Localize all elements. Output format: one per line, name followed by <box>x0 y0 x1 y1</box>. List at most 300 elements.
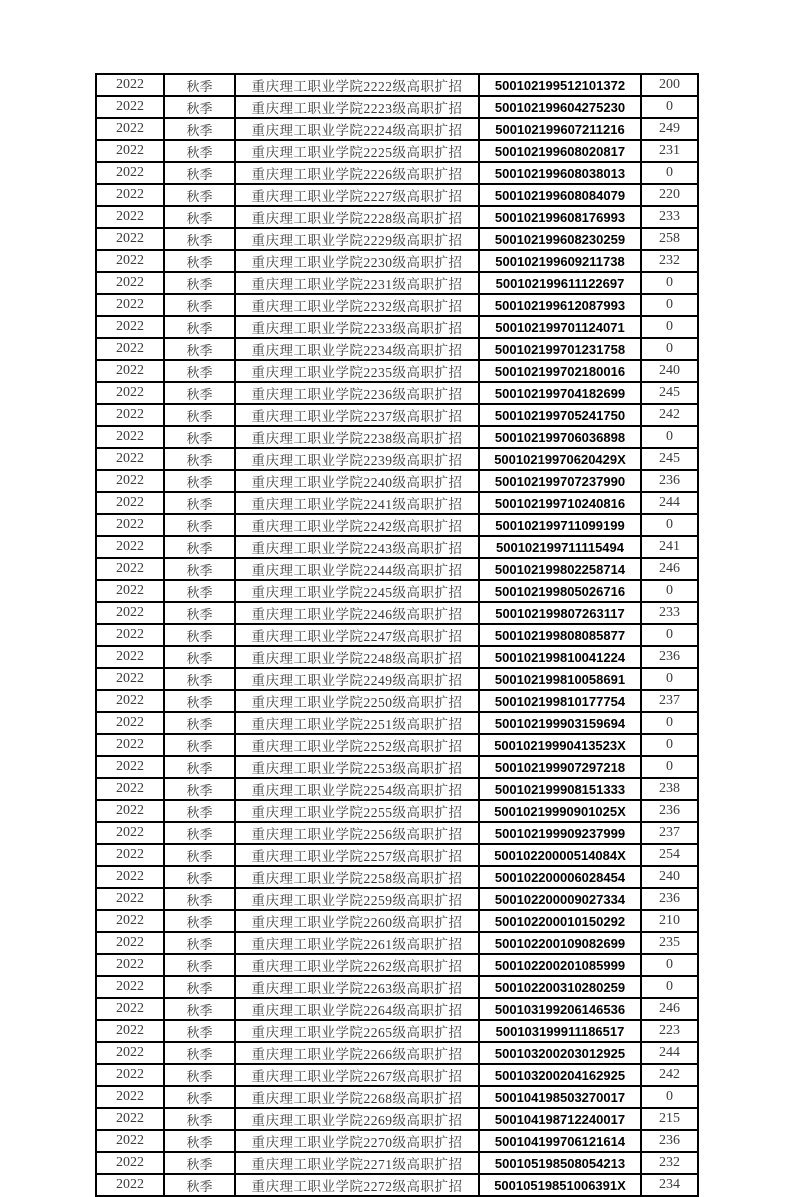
id-number-cell: 500102199604275230 <box>479 96 641 118</box>
year-cell: 2022 <box>96 822 164 844</box>
score-cell: 236 <box>641 800 698 822</box>
year-cell: 2022 <box>96 536 164 558</box>
id-number-cell: 500102199707237990 <box>479 470 641 492</box>
id-number-cell: 500102199702180016 <box>479 360 641 382</box>
score-cell: 241 <box>641 536 698 558</box>
class-name-cell: 重庆理工职业学院2228级高职扩招 <box>235 206 479 228</box>
table-row <box>96 74 698 96</box>
score-cell: 236 <box>641 646 698 668</box>
id-number-cell: 500102199608084079 <box>479 184 641 206</box>
season-cell: 秋季 <box>164 74 235 96</box>
table-row <box>96 580 698 602</box>
id-number-cell: 500102200009027334 <box>479 888 641 910</box>
table-row <box>96 734 698 756</box>
class-name-cell: 重庆理工职业学院2269级高职扩招 <box>235 1108 479 1130</box>
year-cell: 2022 <box>96 74 164 96</box>
score-cell: 0 <box>641 1086 698 1108</box>
score-table-body <box>96 74 698 1196</box>
year-cell: 2022 <box>96 1086 164 1108</box>
score-cell: 0 <box>641 712 698 734</box>
class-name-cell: 重庆理工职业学院2262级高职扩招 <box>235 954 479 976</box>
class-name-cell: 重庆理工职业学院2256级高职扩招 <box>235 822 479 844</box>
table-row <box>96 1108 698 1130</box>
season-cell: 秋季 <box>164 800 235 822</box>
season-cell: 秋季 <box>164 294 235 316</box>
table-row <box>96 426 698 448</box>
id-number-cell: 500102199810041224 <box>479 646 641 668</box>
class-name-cell: 重庆理工职业学院2254级高职扩招 <box>235 778 479 800</box>
year-cell: 2022 <box>96 1130 164 1152</box>
class-name-cell: 重庆理工职业学院2272级高职扩招 <box>235 1174 479 1196</box>
season-cell: 秋季 <box>164 998 235 1020</box>
year-cell: 2022 <box>96 140 164 162</box>
season-cell: 秋季 <box>164 118 235 140</box>
class-name-cell: 重庆理工职业学院2268级高职扩招 <box>235 1086 479 1108</box>
id-number-cell: 50010219990413523X <box>479 734 641 756</box>
table-row <box>96 470 698 492</box>
class-name-cell: 重庆理工职业学院2226级高职扩招 <box>235 162 479 184</box>
class-name-cell: 重庆理工职业学院2252级高职扩招 <box>235 734 479 756</box>
score-cell: 236 <box>641 470 698 492</box>
season-cell: 秋季 <box>164 492 235 514</box>
year-cell: 2022 <box>96 184 164 206</box>
id-number-cell: 500102200010150292 <box>479 910 641 932</box>
table-row <box>96 1086 698 1108</box>
id-number-cell: 500103199206146536 <box>479 998 641 1020</box>
id-number-cell: 500102199903159694 <box>479 712 641 734</box>
table-row <box>96 1042 698 1064</box>
season-cell: 秋季 <box>164 712 235 734</box>
table-row <box>96 1020 698 1042</box>
table-row <box>96 96 698 118</box>
table-row <box>96 778 698 800</box>
table-row <box>96 888 698 910</box>
year-cell: 2022 <box>96 778 164 800</box>
season-cell: 秋季 <box>164 822 235 844</box>
year-cell: 2022 <box>96 756 164 778</box>
id-number-cell: 500102200310280259 <box>479 976 641 998</box>
table-row <box>96 206 698 228</box>
score-cell: 223 <box>641 1020 698 1042</box>
season-cell: 秋季 <box>164 778 235 800</box>
season-cell: 秋季 <box>164 1130 235 1152</box>
year-cell: 2022 <box>96 1020 164 1042</box>
id-number-cell: 50010220000514084X <box>479 844 641 866</box>
year-cell: 2022 <box>96 118 164 140</box>
season-cell: 秋季 <box>164 448 235 470</box>
id-number-cell: 500102199701124071 <box>479 316 641 338</box>
season-cell: 秋季 <box>164 558 235 580</box>
score-cell: 0 <box>641 976 698 998</box>
score-cell: 244 <box>641 492 698 514</box>
score-cell: 232 <box>641 1152 698 1174</box>
score-cell: 0 <box>641 316 698 338</box>
score-cell: 237 <box>641 690 698 712</box>
year-cell: 2022 <box>96 96 164 118</box>
class-name-cell: 重庆理工职业学院2227级高职扩招 <box>235 184 479 206</box>
score-cell: 215 <box>641 1108 698 1130</box>
id-number-cell: 500102199609211738 <box>479 250 641 272</box>
score-cell: 233 <box>641 206 698 228</box>
id-number-cell: 500102199711099199 <box>479 514 641 536</box>
year-cell: 2022 <box>96 492 164 514</box>
id-number-cell: 500102199608230259 <box>479 228 641 250</box>
year-cell: 2022 <box>96 1064 164 1086</box>
year-cell: 2022 <box>96 250 164 272</box>
class-name-cell: 重庆理工职业学院2270级高职扩招 <box>235 1130 479 1152</box>
score-cell: 233 <box>641 602 698 624</box>
table-row <box>96 1174 698 1196</box>
class-name-cell: 重庆理工职业学院2236级高职扩招 <box>235 382 479 404</box>
year-cell: 2022 <box>96 404 164 426</box>
table-row <box>96 998 698 1020</box>
class-name-cell: 重庆理工职业学院2271级高职扩招 <box>235 1152 479 1174</box>
season-cell: 秋季 <box>164 954 235 976</box>
id-number-cell: 500102199608038013 <box>479 162 641 184</box>
id-number-cell: 50010219990901025X <box>479 800 641 822</box>
table-row <box>96 976 698 998</box>
season-cell: 秋季 <box>164 162 235 184</box>
score-cell: 231 <box>641 140 698 162</box>
score-cell: 246 <box>641 998 698 1020</box>
score-cell: 0 <box>641 96 698 118</box>
year-cell: 2022 <box>96 866 164 888</box>
season-cell: 秋季 <box>164 580 235 602</box>
table-row <box>96 382 698 404</box>
season-cell: 秋季 <box>164 228 235 250</box>
score-cell: 237 <box>641 822 698 844</box>
class-name-cell: 重庆理工职业学院2223级高职扩招 <box>235 96 479 118</box>
year-cell: 2022 <box>96 624 164 646</box>
year-cell: 2022 <box>96 1042 164 1064</box>
class-name-cell: 重庆理工职业学院2245级高职扩招 <box>235 580 479 602</box>
table-row <box>96 492 698 514</box>
class-name-cell: 重庆理工职业学院2246级高职扩招 <box>235 602 479 624</box>
score-cell: 240 <box>641 360 698 382</box>
table-row <box>96 162 698 184</box>
table-row <box>96 536 698 558</box>
class-name-cell: 重庆理工职业学院2234级高职扩招 <box>235 338 479 360</box>
score-cell: 245 <box>641 382 698 404</box>
table-row <box>96 1152 698 1174</box>
season-cell: 秋季 <box>164 272 235 294</box>
year-cell: 2022 <box>96 448 164 470</box>
class-name-cell: 重庆理工职业学院2235级高职扩招 <box>235 360 479 382</box>
id-number-cell: 500102199608176993 <box>479 206 641 228</box>
id-number-cell: 500102199612087993 <box>479 294 641 316</box>
class-name-cell: 重庆理工职业学院2247级高职扩招 <box>235 624 479 646</box>
score-cell: 245 <box>641 448 698 470</box>
score-cell: 258 <box>641 228 698 250</box>
score-cell: 242 <box>641 404 698 426</box>
class-name-cell: 重庆理工职业学院2229级高职扩招 <box>235 228 479 250</box>
class-name-cell: 重庆理工职业学院2233级高职扩招 <box>235 316 479 338</box>
table-row <box>96 624 698 646</box>
year-cell: 2022 <box>96 954 164 976</box>
id-number-cell: 500102199807263117 <box>479 602 641 624</box>
class-name-cell: 重庆理工职业学院2224级高职扩招 <box>235 118 479 140</box>
season-cell: 秋季 <box>164 756 235 778</box>
class-name-cell: 重庆理工职业学院2264级高职扩招 <box>235 998 479 1020</box>
class-name-cell: 重庆理工职业学院2263级高职扩招 <box>235 976 479 998</box>
table-row <box>96 822 698 844</box>
year-cell: 2022 <box>96 998 164 1020</box>
season-cell: 秋季 <box>164 624 235 646</box>
year-cell: 2022 <box>96 976 164 998</box>
season-cell: 秋季 <box>164 976 235 998</box>
class-name-cell: 重庆理工职业学院2238级高职扩招 <box>235 426 479 448</box>
year-cell: 2022 <box>96 360 164 382</box>
season-cell: 秋季 <box>164 338 235 360</box>
table-row <box>96 118 698 140</box>
id-number-cell: 500102199907297218 <box>479 756 641 778</box>
table-row <box>96 360 698 382</box>
table-row <box>96 184 698 206</box>
season-cell: 秋季 <box>164 360 235 382</box>
season-cell: 秋季 <box>164 1020 235 1042</box>
season-cell: 秋季 <box>164 1086 235 1108</box>
class-name-cell: 重庆理工职业学院2258级高职扩招 <box>235 866 479 888</box>
class-name-cell: 重庆理工职业学院2242级高职扩招 <box>235 514 479 536</box>
id-number-cell: 500102199810058691 <box>479 668 641 690</box>
class-name-cell: 重庆理工职业学院2231级高职扩招 <box>235 272 479 294</box>
id-number-cell: 500102199909237999 <box>479 822 641 844</box>
score-cell: 236 <box>641 888 698 910</box>
season-cell: 秋季 <box>164 316 235 338</box>
id-number-cell: 500102199705241750 <box>479 404 641 426</box>
id-number-cell: 500102199710240816 <box>479 492 641 514</box>
table-row <box>96 294 698 316</box>
season-cell: 秋季 <box>164 96 235 118</box>
year-cell: 2022 <box>96 932 164 954</box>
table-row <box>96 866 698 888</box>
score-cell: 246 <box>641 558 698 580</box>
table-row <box>96 932 698 954</box>
score-cell: 249 <box>641 118 698 140</box>
year-cell: 2022 <box>96 690 164 712</box>
score-table <box>95 73 699 1197</box>
year-cell: 2022 <box>96 162 164 184</box>
id-number-cell: 500104198503270017 <box>479 1086 641 1108</box>
table-row <box>96 250 698 272</box>
score-cell: 0 <box>641 272 698 294</box>
id-number-cell: 500102199711115494 <box>479 536 641 558</box>
score-cell: 0 <box>641 954 698 976</box>
year-cell: 2022 <box>96 602 164 624</box>
score-cell: 200 <box>641 74 698 96</box>
year-cell: 2022 <box>96 910 164 932</box>
season-cell: 秋季 <box>164 734 235 756</box>
class-name-cell: 重庆理工职业学院2260级高职扩招 <box>235 910 479 932</box>
year-cell: 2022 <box>96 514 164 536</box>
season-cell: 秋季 <box>164 1174 235 1196</box>
class-name-cell: 重庆理工职业学院2253级高职扩招 <box>235 756 479 778</box>
id-number-cell: 500102199608020817 <box>479 140 641 162</box>
score-cell: 0 <box>641 514 698 536</box>
class-name-cell: 重庆理工职业学院2241级高职扩招 <box>235 492 479 514</box>
season-cell: 秋季 <box>164 844 235 866</box>
table-row <box>96 844 698 866</box>
class-name-cell: 重庆理工职业学院2259级高职扩招 <box>235 888 479 910</box>
id-number-cell: 500102199808085877 <box>479 624 641 646</box>
year-cell: 2022 <box>96 1108 164 1130</box>
id-number-cell: 500103200204162925 <box>479 1064 641 1086</box>
class-name-cell: 重庆理工职业学院2261级高职扩招 <box>235 932 479 954</box>
score-cell: 0 <box>641 734 698 756</box>
season-cell: 秋季 <box>164 470 235 492</box>
score-cell: 0 <box>641 162 698 184</box>
id-number-cell: 500102199701231758 <box>479 338 641 360</box>
id-number-cell: 500102199908151333 <box>479 778 641 800</box>
score-cell: 0 <box>641 668 698 690</box>
class-name-cell: 重庆理工职业学院2240级高职扩招 <box>235 470 479 492</box>
table-row <box>96 690 698 712</box>
id-number-cell: 500103199911186517 <box>479 1020 641 1042</box>
score-cell: 254 <box>641 844 698 866</box>
class-name-cell: 重庆理工职业学院2267级高职扩招 <box>235 1064 479 1086</box>
class-name-cell: 重庆理工职业学院2230级高职扩招 <box>235 250 479 272</box>
id-number-cell: 50010519851006391X <box>479 1174 641 1196</box>
table-row <box>96 1130 698 1152</box>
year-cell: 2022 <box>96 558 164 580</box>
year-cell: 2022 <box>96 888 164 910</box>
year-cell: 2022 <box>96 668 164 690</box>
id-number-cell: 500102199704182699 <box>479 382 641 404</box>
id-number-cell: 500102199607211216 <box>479 118 641 140</box>
season-cell: 秋季 <box>164 140 235 162</box>
id-number-cell: 500102200006028454 <box>479 866 641 888</box>
class-name-cell: 重庆理工职业学院2248级高职扩招 <box>235 646 479 668</box>
score-cell: 235 <box>641 932 698 954</box>
year-cell: 2022 <box>96 646 164 668</box>
season-cell: 秋季 <box>164 514 235 536</box>
year-cell: 2022 <box>96 316 164 338</box>
season-cell: 秋季 <box>164 184 235 206</box>
table-row <box>96 338 698 360</box>
table-row <box>96 316 698 338</box>
year-cell: 2022 <box>96 580 164 602</box>
table-row <box>96 228 698 250</box>
class-name-cell: 重庆理工职业学院2237级高职扩招 <box>235 404 479 426</box>
year-cell: 2022 <box>96 470 164 492</box>
id-number-cell: 500104198712240017 <box>479 1108 641 1130</box>
id-number-cell: 500102200109082699 <box>479 932 641 954</box>
class-name-cell: 重庆理工职业学院2265级高职扩招 <box>235 1020 479 1042</box>
score-cell: 234 <box>641 1174 698 1196</box>
id-number-cell: 50010219970620429X <box>479 448 641 470</box>
season-cell: 秋季 <box>164 1108 235 1130</box>
class-name-cell: 重庆理工职业学院2251级高职扩招 <box>235 712 479 734</box>
score-cell: 220 <box>641 184 698 206</box>
year-cell: 2022 <box>96 1152 164 1174</box>
table-row <box>96 668 698 690</box>
class-name-cell: 重庆理工职业学院2244级高职扩招 <box>235 558 479 580</box>
year-cell: 2022 <box>96 338 164 360</box>
year-cell: 2022 <box>96 382 164 404</box>
table-row <box>96 712 698 734</box>
score-cell: 0 <box>641 756 698 778</box>
score-cell: 238 <box>641 778 698 800</box>
class-name-cell: 重庆理工职业学院2232级高职扩招 <box>235 294 479 316</box>
season-cell: 秋季 <box>164 382 235 404</box>
score-cell: 232 <box>641 250 698 272</box>
year-cell: 2022 <box>96 800 164 822</box>
class-name-cell: 重庆理工职业学院2249级高职扩招 <box>235 668 479 690</box>
season-cell: 秋季 <box>164 536 235 558</box>
id-number-cell: 500102199810177754 <box>479 690 641 712</box>
class-name-cell: 重庆理工职业学院2222级高职扩招 <box>235 74 479 96</box>
score-cell: 0 <box>641 338 698 360</box>
score-cell: 0 <box>641 294 698 316</box>
table-row <box>96 558 698 580</box>
season-cell: 秋季 <box>164 250 235 272</box>
score-cell: 244 <box>641 1042 698 1064</box>
season-cell: 秋季 <box>164 668 235 690</box>
score-cell: 242 <box>641 1064 698 1086</box>
season-cell: 秋季 <box>164 602 235 624</box>
id-number-cell: 500102199706036898 <box>479 426 641 448</box>
id-number-cell: 500102199805026716 <box>479 580 641 602</box>
season-cell: 秋季 <box>164 404 235 426</box>
table-row <box>96 756 698 778</box>
table-row <box>96 272 698 294</box>
class-name-cell: 重庆理工职业学院2239级高职扩招 <box>235 448 479 470</box>
year-cell: 2022 <box>96 228 164 250</box>
season-cell: 秋季 <box>164 1042 235 1064</box>
year-cell: 2022 <box>96 1174 164 1196</box>
table-row <box>96 954 698 976</box>
year-cell: 2022 <box>96 272 164 294</box>
score-cell: 210 <box>641 910 698 932</box>
season-cell: 秋季 <box>164 646 235 668</box>
table-row <box>96 514 698 536</box>
season-cell: 秋季 <box>164 932 235 954</box>
score-cell: 0 <box>641 580 698 602</box>
score-cell: 0 <box>641 426 698 448</box>
season-cell: 秋季 <box>164 426 235 448</box>
class-name-cell: 重庆理工职业学院2225级高职扩招 <box>235 140 479 162</box>
id-number-cell: 500102199802258714 <box>479 558 641 580</box>
class-name-cell: 重庆理工职业学院2250级高职扩招 <box>235 690 479 712</box>
season-cell: 秋季 <box>164 910 235 932</box>
id-number-cell: 500103200203012925 <box>479 1042 641 1064</box>
class-name-cell: 重庆理工职业学院2266级高职扩招 <box>235 1042 479 1064</box>
class-name-cell: 重庆理工职业学院2255级高职扩招 <box>235 800 479 822</box>
class-name-cell: 重庆理工职业学院2257级高职扩招 <box>235 844 479 866</box>
year-cell: 2022 <box>96 294 164 316</box>
table-row <box>96 404 698 426</box>
year-cell: 2022 <box>96 844 164 866</box>
table-row <box>96 140 698 162</box>
table-row <box>96 602 698 624</box>
season-cell: 秋季 <box>164 888 235 910</box>
id-number-cell: 500104199706121614 <box>479 1130 641 1152</box>
season-cell: 秋季 <box>164 1152 235 1174</box>
table-row <box>96 448 698 470</box>
year-cell: 2022 <box>96 426 164 448</box>
id-number-cell: 500102200201085999 <box>479 954 641 976</box>
season-cell: 秋季 <box>164 1064 235 1086</box>
score-cell: 0 <box>641 624 698 646</box>
year-cell: 2022 <box>96 712 164 734</box>
season-cell: 秋季 <box>164 866 235 888</box>
table-row <box>96 800 698 822</box>
id-number-cell: 500102199611122697 <box>479 272 641 294</box>
season-cell: 秋季 <box>164 206 235 228</box>
table-row <box>96 910 698 932</box>
class-name-cell: 重庆理工职业学院2243级高职扩招 <box>235 536 479 558</box>
score-cell: 236 <box>641 1130 698 1152</box>
